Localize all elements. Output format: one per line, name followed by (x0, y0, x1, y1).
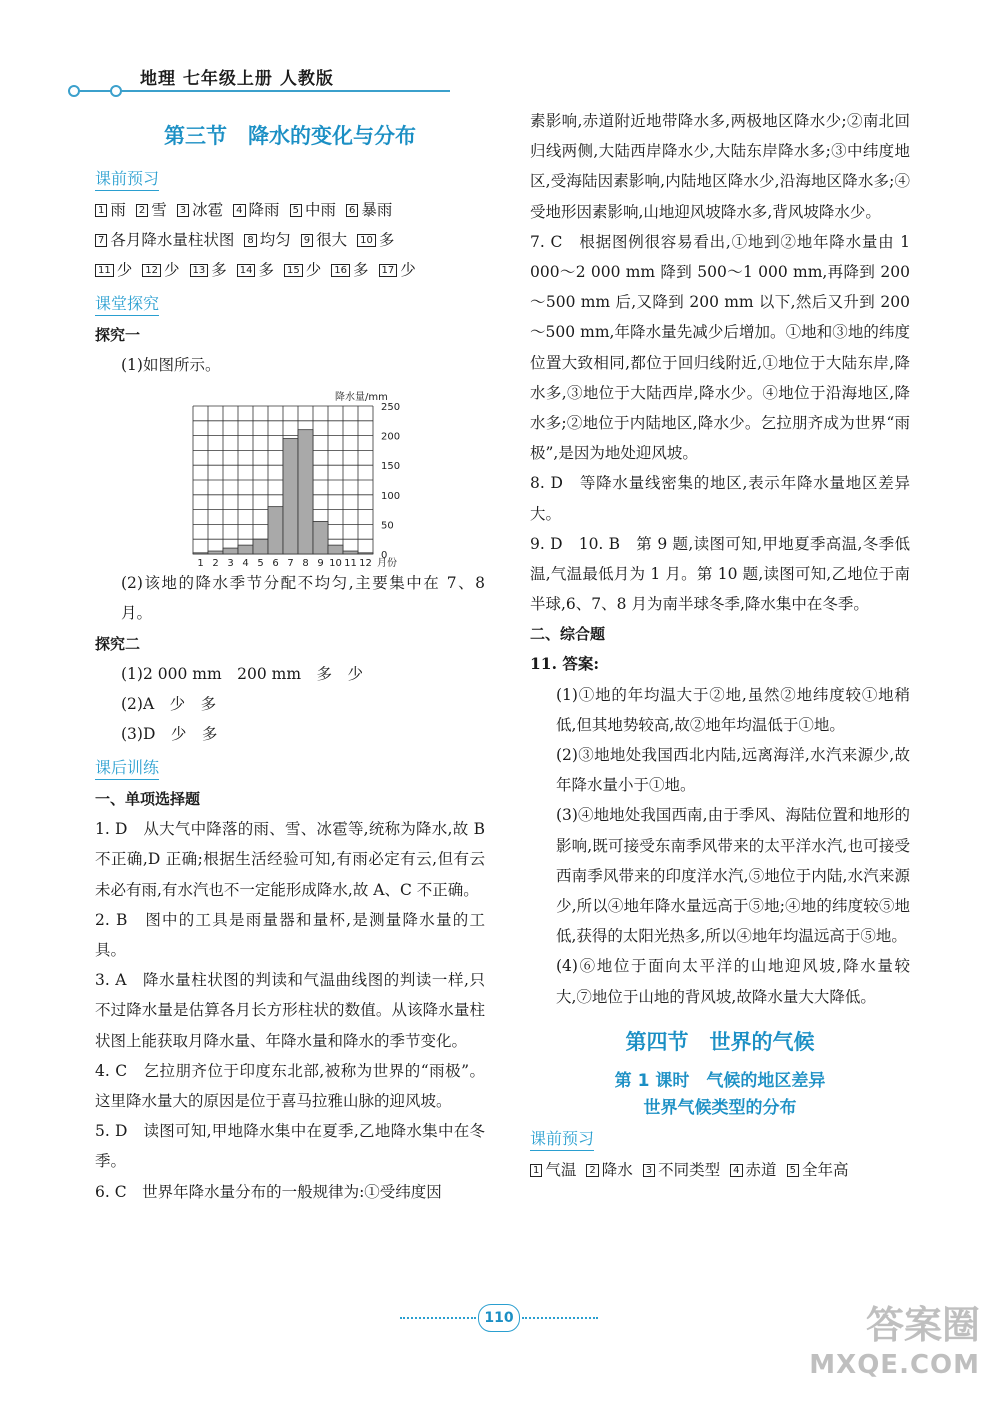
tag-after-class: 课后训练 (95, 755, 159, 780)
preview-item (233, 195, 279, 225)
precip-chart (95, 380, 485, 568)
item-number: 12 (142, 264, 161, 277)
item-number: 16 (331, 264, 350, 277)
part1-title: 一、单项选择题 (95, 790, 201, 809)
bar (313, 522, 328, 555)
item-number: 14 (237, 264, 256, 277)
watermark-url: MXQE.COM (809, 1350, 980, 1380)
item-number: 10 (357, 234, 376, 247)
item-number: 3 (643, 1164, 655, 1177)
answer-item: 4. C 乞拉朋齐位于印度东北部,被称为世界的“雨极”。这里降水量大的原因是位于喜马拉雅山脉的迎风坡。 (95, 1061, 485, 1111)
watermark-text: 答案圈 (865, 1303, 980, 1347)
preview-answers (95, 195, 485, 285)
tag-preview-2: 课前预习 (530, 1126, 594, 1151)
item-number: 5 (787, 1164, 799, 1177)
bar (328, 545, 343, 554)
answer-item: 1. D 从大气中降落的雨、雪、冰雹等,统称为降水,故 B 不正确,D 正确;根据生活经验可知,有雨必定有云,但有云未必有雨,有水汽也不一定能形成降水,故 A、C 不正确。 (95, 820, 485, 899)
preview-item (643, 1155, 720, 1185)
x-tick-label: 8 (302, 558, 309, 569)
x-axis-label: 月份 (377, 558, 397, 569)
preview-item (237, 255, 274, 285)
page-number: 110 (478, 1304, 520, 1332)
header-dot (68, 85, 80, 97)
x-tick-label: 3 (227, 558, 234, 569)
explore2-line: (1)2 000 mm 200 mm 多 少 (121, 664, 364, 683)
q11-line: (3)④地地处我国西南,由于季风、海陆位置和地形的影响,既可接受东南季风带来的太平洋水汽,也可接受西南季风带来的印度洋水汽,⑤地位于内陆,水汽来源少,所以④地年降水量远高于⑤地;④地的纬度较⑤地低,获得的太阳光热多,所以④地年均温远高于⑤地。 (556, 806, 910, 946)
item-number: 13 (190, 264, 209, 277)
answer-item: 3. A 降水量柱状图的判读和气温曲线图的判读一样,只不过降水量是估算各月长方形柱状的数值。从该降水量柱状图上能获取月降水量、年降水量和降水的季节变化。 (95, 971, 485, 1050)
footer-dots-right (522, 1317, 598, 1319)
item-number: 3 (177, 204, 189, 217)
right-column (530, 106, 910, 1185)
item-answer: 多 (258, 261, 274, 279)
bar (253, 539, 268, 554)
bar (343, 551, 358, 554)
y-tick-label: 100 (381, 491, 401, 503)
item-number: 2 (586, 1164, 598, 1177)
item-answer: 均匀 (259, 231, 291, 249)
item-answer: 暴雨 (361, 201, 393, 219)
part2-title: 二、综合题 (530, 625, 606, 644)
item-answer: 很大 (316, 231, 348, 249)
section-title: 第三节 降水的变化与分布 (164, 124, 416, 148)
item-answer: 少 (305, 261, 322, 279)
answer-item: 7. C 根据图例很容易看出,①地到②地年降水量由 1 000～2 000 mm 降到 500～1 000 mm,再降到 200～500 mm 后,又降到 200 mm 以下,然后又升到 200～500 mm,年降水量先减少后增加。①地和③地的纬度位置大致相同,都位于回归线附近,①地位于大陆东岸,降水多,③地位于大陆西岸,降水少。④地位于沿海地区,降水多;②地位于内陆地区,降水少。乞拉朋齐成为世界“雨极”,是因为地处迎风坡。 (530, 232, 910, 463)
lesson-title: 第 1 课时 气候的地区差异 (614, 1070, 826, 1091)
explore2-line: (3)D 少 多 (121, 725, 218, 744)
y-tick-label: 200 (381, 431, 401, 443)
preview-item (95, 225, 234, 255)
item-answer: 赤道 (745, 1160, 777, 1179)
section4-title: 第四节 世界的气候 (625, 1029, 815, 1054)
item-number: 17 (379, 264, 398, 277)
item-number: 1 (95, 204, 107, 217)
preview-item (136, 195, 167, 225)
x-tick-label: 9 (317, 558, 324, 569)
lesson-subtitle: 世界气候类型的分布 (643, 1097, 797, 1118)
x-tick-label: 7 (287, 558, 294, 569)
y-tick-label: 50 (381, 520, 394, 532)
x-tick-label: 1 (197, 558, 204, 569)
answer-item: 9. D 10. B 第 9 题,读图可知,甲地夏季高温,冬季低温,气温最低月为 1 月。第 10 题,读图可知,乙地位于南半球,6、7、8 月为南半球冬季,降水集中在冬季。 (530, 534, 910, 614)
item-answer: 各月降水量柱状图 (110, 231, 235, 249)
answer-item: 8. D 等降水量线密集的地区,表示年降水量地区差异大。 (530, 474, 910, 523)
item-answer: 降雨 (248, 201, 280, 219)
preview-item (346, 195, 392, 225)
q11-label: 11. 答案: (530, 654, 600, 674)
item-answer: 气温 (545, 1160, 577, 1179)
y-tick-label: 0 (381, 550, 388, 562)
preview-item (586, 1155, 632, 1185)
explore1-q2: (2)该地的降水季节分配不均匀,主要集中在 7、8 月。 (121, 574, 485, 623)
explore2-title: 探究二 (95, 634, 141, 653)
preview-answers-2 (530, 1155, 910, 1185)
preview-item (190, 255, 227, 285)
header-title: 地理 七年级上册 人教版 (140, 69, 334, 89)
preview-item (142, 255, 179, 285)
item-answer: 少 (400, 261, 416, 279)
item-answer: 降水 (601, 1160, 633, 1179)
x-tick-label: 12 (359, 558, 372, 569)
x-tick-label: 5 (257, 558, 264, 569)
header-dot (110, 85, 122, 97)
bar (223, 548, 238, 554)
item-number: 4 (233, 204, 245, 217)
y-axis-label: 降水量/mm (335, 392, 388, 404)
preview-item (95, 255, 132, 285)
item-answer: 雨 (110, 201, 126, 219)
preview-item (331, 255, 368, 285)
footer-dots-left (400, 1317, 476, 1319)
answer-continued: 素影响,赤道附近地带降水多,两极地区降水少;②南北回归线两侧,大陆西岸降水少,大陆东岸降水多;③中纬度地区,受海陆因素影响,内陆地区降水少,沿海地区降水多;④受地形因素影响,山地迎风坡降水多,背风坡降水少。 (530, 112, 910, 221)
item-number: 1 (530, 1164, 542, 1177)
answer-item: 2. B 图中的工具是雨量器和量杯,是测量降水量的工具。 (95, 910, 485, 960)
bar (298, 430, 313, 554)
preview-item (301, 225, 347, 255)
item-answer: 少 (163, 261, 180, 279)
item-answer: 全年高 (801, 1160, 849, 1179)
item-number: 4 (730, 1164, 742, 1177)
item-answer: 多 (352, 261, 369, 279)
answer-item: 5. D 读图可知,甲地降水集中在夏季,乙地降水集中在冬季。 (95, 1122, 485, 1171)
q11-line: (2)③地地处我国西北内陆,远离海洋,水汽来源少,故年降水量小于①地。 (556, 746, 910, 795)
bar (358, 553, 373, 554)
bar (238, 545, 253, 554)
explore1-q1: (1)如图所示。 (121, 356, 221, 374)
preview-item (357, 225, 394, 255)
item-number: 2 (136, 204, 148, 217)
answer-item: 6. C 世界年降水量分布的一般规律为:①受纬度因 (95, 1182, 442, 1201)
item-answer: 中雨 (304, 201, 336, 219)
item-answer: 多 (211, 261, 227, 279)
tag-class-explore: 课堂探究 (95, 291, 159, 316)
bar (208, 551, 223, 554)
preview-item (177, 195, 223, 225)
item-answer: 冰雹 (192, 201, 224, 219)
item-number: 11 (95, 264, 114, 277)
explore2-line: (2)A 少 多 (121, 694, 217, 713)
item-answer: 不同类型 (658, 1160, 721, 1179)
preview-item (284, 255, 321, 285)
preview-item (95, 195, 126, 225)
item-answer: 多 (378, 231, 395, 249)
x-tick-label: 6 (272, 558, 279, 569)
y-tick-label: 250 (381, 402, 401, 414)
explore1-title: 探究一 (95, 326, 141, 344)
x-tick-label: 10 (329, 558, 342, 569)
y-tick-label: 150 (381, 461, 401, 473)
bar (283, 439, 298, 554)
preview-item (730, 1155, 776, 1185)
bar (193, 553, 208, 554)
q11-line: (4)⑥地位于面向太平洋的山地迎风坡,降水量较大,⑦地位于山地的背风坡,故降水量大大降低。 (556, 957, 910, 1006)
tag-preview: 课前预习 (95, 166, 159, 191)
item-answer: 少 (116, 261, 133, 279)
preview-item (787, 1155, 849, 1185)
preview-row (95, 225, 485, 255)
x-tick-label: 4 (242, 558, 249, 569)
item-number: 9 (301, 234, 313, 247)
item-number: 7 (95, 234, 107, 247)
item-number: 15 (284, 264, 303, 277)
q11-line: (1)①地的年均温大于②地,虽然②地纬度较①地稍低,但其地势较高,故②地年均温低于①地。 (556, 685, 910, 734)
preview-item (530, 1155, 576, 1185)
preview-row (95, 255, 485, 285)
precip-chart-svg (95, 380, 485, 568)
item-number: 8 (244, 234, 256, 247)
item-number: 5 (290, 204, 302, 217)
preview-row (95, 195, 485, 225)
left-column (95, 112, 485, 1207)
watermark (809, 1305, 980, 1385)
preview-item (244, 225, 290, 255)
preview-item (290, 195, 336, 225)
x-tick-label: 2 (212, 558, 219, 569)
item-number: 6 (346, 204, 358, 217)
header-rule (70, 90, 450, 92)
x-tick-label: 11 (344, 558, 357, 569)
bar (268, 507, 283, 554)
preview-item (379, 255, 416, 285)
item-answer: 雪 (151, 201, 167, 219)
